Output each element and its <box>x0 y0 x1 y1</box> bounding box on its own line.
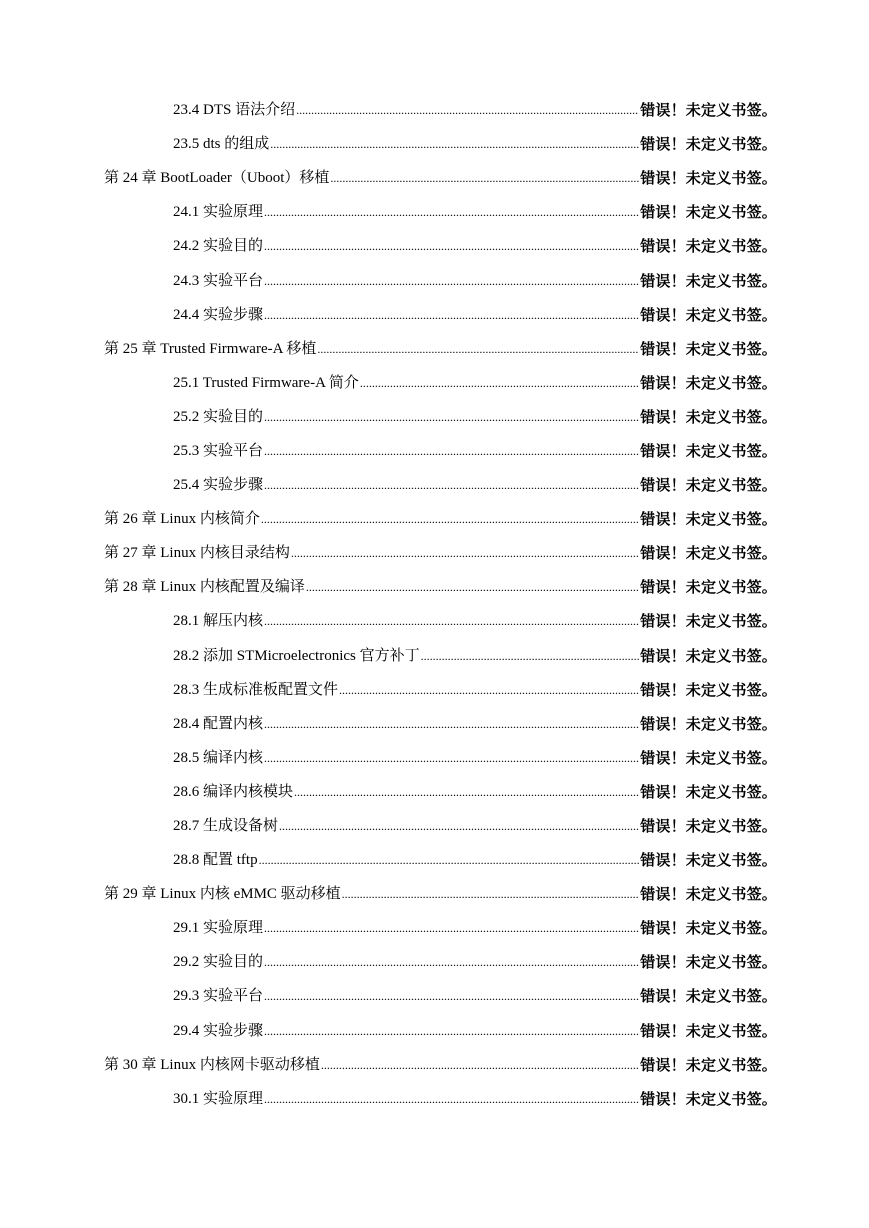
toc-entry-page-ref: 错误！未定义书签。 <box>640 407 777 426</box>
toc-entry-title: 28.6 编译内核模块 <box>173 783 294 800</box>
toc-entry-title: 24.2 实验目的 <box>173 238 264 255</box>
toc-section-entry[interactable] <box>0 741 869 775</box>
toc-chapter-entry[interactable] <box>0 332 869 366</box>
toc-entry-page-ref: 错误！未定义书签。 <box>640 544 777 563</box>
toc-leader-dots <box>421 639 640 673</box>
toc-section-entry[interactable] <box>0 229 869 263</box>
toc-section-entry[interactable] <box>0 945 869 979</box>
toc-leader-dots <box>264 195 639 229</box>
toc-leader-dots <box>264 741 639 775</box>
toc-leader-dots <box>306 570 639 604</box>
toc-chapter-entry[interactable] <box>0 502 869 536</box>
toc-entry-page-ref: 错误！未定义书签。 <box>640 714 777 733</box>
toc-entry-title: 28.1 解压内核 <box>173 613 264 630</box>
toc-entry-page-ref: 错误！未定义书签。 <box>640 748 777 767</box>
toc-entry-title: 25.1 Trusted Firmware-A 简介 <box>173 374 359 391</box>
table-of-contents <box>0 93 869 1116</box>
toc-entry-page-ref: 错误！未定义书签。 <box>640 919 777 938</box>
toc-leader-dots <box>264 468 639 502</box>
toc-leader-dots <box>264 264 639 298</box>
toc-entry-title: 29.4 实验步骤 <box>173 1022 264 1039</box>
toc-entry-page-ref: 错误！未定义书签。 <box>640 441 777 460</box>
toc-section-entry[interactable] <box>0 366 869 400</box>
toc-leader-dots <box>264 298 639 332</box>
toc-entry-title: 24.4 实验步骤 <box>173 306 264 323</box>
toc-entry-title: 24.1 实验原理 <box>173 204 264 221</box>
toc-entry-title: 30.1 实验原理 <box>173 1090 264 1107</box>
toc-entry-page-ref: 错误！未定义书签。 <box>640 339 777 358</box>
toc-chapter-entry[interactable] <box>0 536 869 570</box>
toc-entry-page-ref: 错误！未定义书签。 <box>640 101 777 120</box>
toc-section-entry[interactable] <box>0 127 869 161</box>
toc-section-entry[interactable] <box>0 434 869 468</box>
toc-section-entry[interactable] <box>0 809 869 843</box>
toc-entry-title: 28.7 生成设备树 <box>173 818 279 835</box>
toc-section-entry[interactable] <box>0 707 869 741</box>
toc-entry-page-ref: 错误！未定义书签。 <box>640 271 777 290</box>
toc-entry-page-ref: 错误！未定义书签。 <box>640 953 777 972</box>
toc-entry-title: 25.3 实验平台 <box>173 442 264 459</box>
toc-section-entry[interactable] <box>0 263 869 297</box>
toc-leader-dots <box>264 911 639 945</box>
toc-leader-dots <box>261 502 639 536</box>
toc-entry-title: 第 26 章 Linux 内核简介 <box>104 511 260 528</box>
toc-entry-title: 第 30 章 Linux 内核网卡驱动移植 <box>104 1056 320 1073</box>
toc-entry-title: 28.2 添加 STMicroelectronics 官方补丁 <box>173 647 420 664</box>
toc-entry-title: 29.1 实验原理 <box>173 920 264 937</box>
toc-section-entry[interactable] <box>0 639 869 673</box>
toc-leader-dots <box>360 366 639 400</box>
toc-leader-dots <box>294 775 639 809</box>
toc-leader-dots <box>264 400 639 434</box>
toc-entry-page-ref: 错误！未定义书签。 <box>640 612 777 631</box>
toc-entry-title: 第 28 章 Linux 内核配置及编译 <box>104 579 305 596</box>
toc-section-entry[interactable] <box>0 195 869 229</box>
toc-entry-page-ref: 错误！未定义书签。 <box>640 578 777 597</box>
toc-leader-dots <box>264 434 639 468</box>
toc-entry-page-ref: 错误！未定义书签。 <box>640 373 777 392</box>
toc-section-entry[interactable] <box>0 1082 869 1116</box>
toc-chapter-entry[interactable] <box>0 570 869 604</box>
toc-entry-title: 29.3 实验平台 <box>173 988 264 1005</box>
toc-section-entry[interactable] <box>0 604 869 638</box>
toc-entry-title: 23.5 dts 的组成 <box>173 136 270 153</box>
toc-entry-title: 第 29 章 Linux 内核 eMMC 驱动移植 <box>104 886 341 903</box>
toc-entry-page-ref: 错误！未定义书签。 <box>640 817 777 836</box>
toc-leader-dots <box>264 945 639 979</box>
toc-leader-dots <box>264 1082 639 1116</box>
toc-entry-page-ref: 错误！未定义书签。 <box>640 510 777 529</box>
toc-entry-page-ref: 错误！未定义书签。 <box>640 885 777 904</box>
toc-entry-page-ref: 错误！未定义书签。 <box>640 1055 777 1074</box>
toc-section-entry[interactable] <box>0 93 869 127</box>
toc-leader-dots <box>264 229 639 263</box>
toc-entry-page-ref: 错误！未定义书签。 <box>640 476 777 495</box>
toc-leader-dots <box>264 604 639 638</box>
toc-entry-title: 第 27 章 Linux 内核目录结构 <box>104 545 290 562</box>
toc-entry-title: 24.3 实验平台 <box>173 272 264 289</box>
toc-entry-title: 23.4 DTS 语法介绍 <box>173 102 296 119</box>
toc-leader-dots <box>270 127 639 161</box>
toc-entry-page-ref: 错误！未定义书签。 <box>640 646 777 665</box>
toc-entry-title: 25.2 实验目的 <box>173 408 264 425</box>
toc-leader-dots <box>321 1048 639 1082</box>
toc-section-entry[interactable] <box>0 843 869 877</box>
toc-leader-dots <box>264 707 639 741</box>
toc-entry-title: 29.2 实验目的 <box>173 954 264 971</box>
toc-section-entry[interactable] <box>0 468 869 502</box>
toc-entry-page-ref: 错误！未定义书签。 <box>640 782 777 801</box>
toc-entry-title: 第 24 章 BootLoader（Uboot）移植 <box>104 170 330 187</box>
toc-entry-page-ref: 错误！未定义书签。 <box>640 987 777 1006</box>
toc-section-entry[interactable] <box>0 400 869 434</box>
toc-leader-dots <box>291 536 639 570</box>
toc-entry-title: 28.5 编译内核 <box>173 749 264 766</box>
toc-section-entry[interactable] <box>0 979 869 1013</box>
toc-leader-dots <box>317 332 639 366</box>
toc-leader-dots <box>264 979 639 1013</box>
toc-entry-title: 第 25 章 Trusted Firmware-A 移植 <box>104 340 317 357</box>
toc-entry-page-ref: 错误！未定义书签。 <box>640 1089 777 1108</box>
toc-section-entry[interactable] <box>0 673 869 707</box>
toc-entry-title: 28.3 生成标准板配置文件 <box>173 681 339 698</box>
toc-entry-page-ref: 错误！未定义书签。 <box>640 680 777 699</box>
toc-entry-page-ref: 错误！未定义书签。 <box>640 1021 777 1040</box>
toc-leader-dots <box>330 161 639 195</box>
toc-entry-title: 25.4 实验步骤 <box>173 477 264 494</box>
toc-entry-page-ref: 错误！未定义书签。 <box>640 169 777 188</box>
toc-entry-page-ref: 错误！未定义书签。 <box>640 203 777 222</box>
toc-chapter-entry[interactable] <box>0 161 869 195</box>
toc-leader-dots <box>339 673 639 707</box>
toc-section-entry[interactable] <box>0 775 869 809</box>
toc-leader-dots <box>342 877 640 911</box>
toc-section-entry[interactable] <box>0 298 869 332</box>
toc-leader-dots <box>259 843 640 877</box>
toc-entry-page-ref: 错误！未定义书签。 <box>640 851 777 870</box>
toc-entry-page-ref: 错误！未定义书签。 <box>640 135 777 154</box>
toc-section-entry[interactable] <box>0 1014 869 1048</box>
toc-entry-title: 28.8 配置 tftp <box>173 852 258 869</box>
toc-chapter-entry[interactable] <box>0 877 869 911</box>
toc-entry-page-ref: 错误！未定义书签。 <box>640 237 777 256</box>
toc-leader-dots <box>264 1014 639 1048</box>
toc-entry-page-ref: 错误！未定义书签。 <box>640 305 777 324</box>
toc-leader-dots <box>296 93 639 127</box>
toc-leader-dots <box>279 809 639 843</box>
toc-entry-title: 28.4 配置内核 <box>173 715 264 732</box>
toc-chapter-entry[interactable] <box>0 1048 869 1082</box>
toc-section-entry[interactable] <box>0 911 869 945</box>
